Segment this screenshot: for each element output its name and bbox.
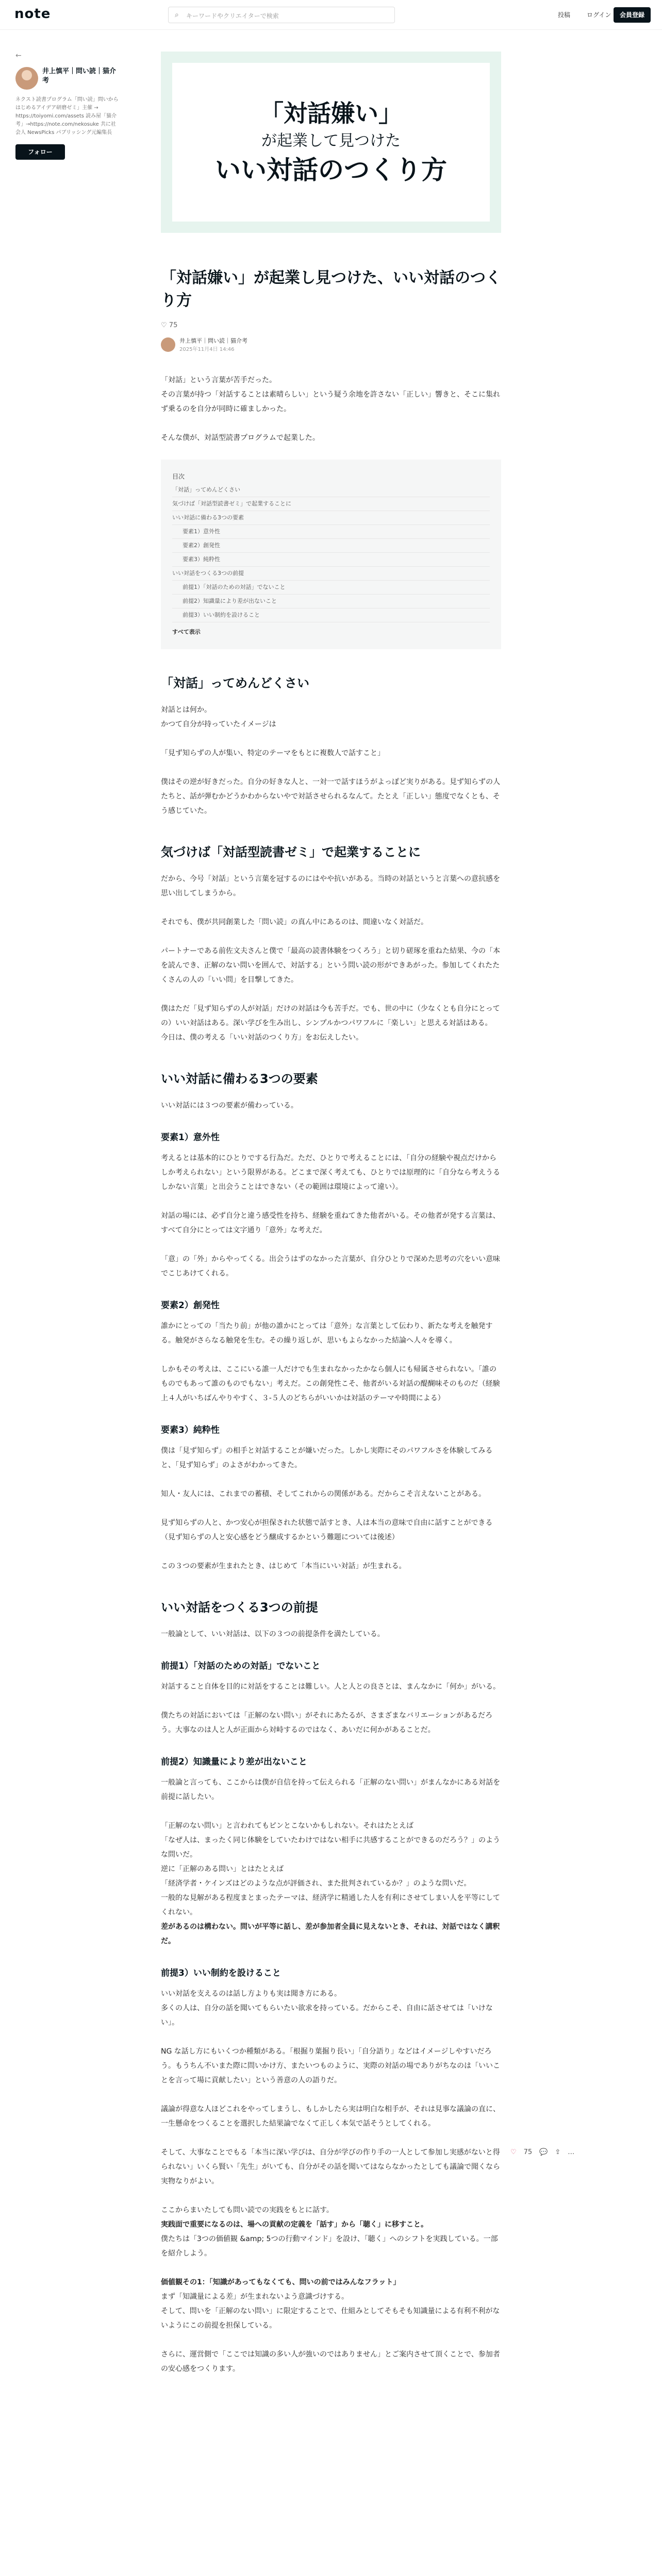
follow-button[interactable]: フォロー <box>15 144 65 160</box>
section-heading: いい対話をつくる3つの前提 <box>161 1600 318 1615</box>
paragraph: 対話すること自体を目的に対話をすることは難しい。人と人との良さとは、まんなかに「何か」がいる。 <box>161 1683 500 1691</box>
hero-line-2: が起業して見つけた <box>261 132 401 150</box>
section-heading: いい対話に備わる3つの要素 <box>161 1072 318 1086</box>
toc-item[interactable]: 前提1）「対話のための対話」でないこと <box>172 581 490 595</box>
paragraph: 一般論と言っても、ここからは僕が自信を持って伝えられる「正解のない問い」がまんなかにある対話を前提に話したい。 <box>161 1778 500 1801</box>
article-title: 「対話嫌い」が起業し見つけた、いい対話のつくり方 <box>161 269 501 310</box>
hero-line-3: いい対話のつくり方 <box>215 155 447 185</box>
intro-p3: そんな僕が、対話型読書プログラムで起業した。 <box>161 434 320 442</box>
article-main <box>161 52 501 2391</box>
author-name[interactable]: 井上慎平｜問い読｜猫介考 <box>42 67 117 84</box>
table-of-contents <box>161 460 501 649</box>
paragraph: 価値観その1：「知識があってもなくても、問いの前ではみんなフラット」 まず「知識量による差」が生まれないよう意識づけする。 そして、問いを「正解のない問い」に限定することで、仕組みとしてそもそも知識量による有利不利がないようにこの前提を担保している。 <box>161 2278 500 2330</box>
like-count[interactable] <box>161 321 501 329</box>
floating-action-bar <box>510 2148 574 2156</box>
paragraph: 「正解のない問い」と言われてもピンとこないかもしれない。それはたとえば 「なぜ人は、まったく同じ体験をしていたわけではない相手に共感することができるのだろう？」のような問いだ。 逆に「正解のある問い」とはたとえば 「経済学者・ケインズはどのような点が評価され、また批判されているか？」のような問いだ。 一般的な見解がある程度まとまったテーマは、経済学に精通した人を有利にさせてしまい人を平等にしてくれない。 差があるのは構わない。問いが平等に話し、差が参加者全員に見えないとき、それは、対話ではなく講釈だ。 <box>161 1822 500 1945</box>
article-body <box>161 373 501 2376</box>
more-icon[interactable]: … <box>568 2148 575 2156</box>
like-heart-icon[interactable]: ♡ <box>510 2148 517 2156</box>
float-like-count: 75 <box>523 2148 533 2156</box>
toc-item[interactable]: 前提2）知識量により差が出ないこと <box>172 595 490 608</box>
byline-name[interactable]: 井上慎平｜問い読｜猫介考 <box>179 337 247 344</box>
subsection-heading: 前提3）いい制約を設けること <box>161 1968 281 1978</box>
search-placeholder: キーワードやクリエイターで検索 <box>186 12 279 20</box>
search-input[interactable] <box>168 7 395 23</box>
author-sidebar <box>15 52 119 160</box>
paragraph: 対話の場には、必ず自分と違う感受性を持ち、経験を重ねてきた他者がいる。その他者が発する言葉は、すべて自分にとっては文字通り「意外」な考えだ。 <box>161 1212 500 1234</box>
global-header <box>0 0 662 30</box>
paragraph: しかもその考えは、ここにいる誰一人だけでも生まれなかったかなら個人にも帰属させられない。「誰のものでもあって誰のものでもない」考えだ。この創発性こそ、他者がいる対話の醍醐味そのものだ（経験上４人がいちばんやりやすく、３-５人のどちらがいいかは対話のテーマや時間による） <box>161 1365 500 1402</box>
paragraph: 知人・友人には、これまでの蓄積、そしてこれからの関係がある。だからこそ言えないことがある。 <box>161 1490 486 1498</box>
toc-item[interactable]: いい対話に備わる3つの要素 <box>172 511 490 525</box>
subsection-heading: 前提1）「対話のための対話」でないこと <box>161 1661 321 1671</box>
paragraph: 僕はただ「見ず知らずの人が対話」だけの対話は今も苦手だ。でも、世の中に（少なくとも自分にとっての）いい対話はある。深い学びを生み出し、シンプルかつパワフルに「楽しい」と思える対話はある。 今日は、僕の考える「いい対話のつくり方」をお伝えしたい。 <box>161 1005 500 1042</box>
paragraph: 議論が得意な人ほどこれをやってしまうし、もしかしたら実は明白な相手が、それは見事な議論の直に、一生懸命をつくることを選択した結果論でなくて正しく本気で話そうとしてくれる。 <box>161 2105 500 2128</box>
toc-item[interactable]: いい対話をつくる3つの前提 <box>172 567 490 581</box>
toc-item[interactable]: 「対話」ってめんどくさい <box>172 483 490 497</box>
subsection-heading: 要素3）純粋性 <box>161 1425 220 1435</box>
paragraph: 僕たちの対話においては「正解のない問い」がそれにあたるが、さまざまなバリエーションがあるだろう。大事なのは人と人が正面から対峙するのではなく、あいだに何かがあることだ。 <box>161 1711 493 1734</box>
paragraph: 僕は「見ず知らず」の相手と対話することが嫌いだった。しかし実際にそのパワフルさを体験してみると、「見ず知らず」のよさがわかってきた。 <box>161 1447 493 1469</box>
share-icon[interactable]: ⇪ <box>555 2148 561 2156</box>
hero-line-1: 「対話嫌い」 <box>260 99 402 127</box>
paragraph: ここからまいたしても問い読での実践をもとに話す。 実践面で重要になるのは、場への貢献の定義を「話す」から「聴く」に移すこと。 僕たちは「3つの価値観 &amp; 5つの行動マインド」を設け、「聴く」へのシフトを実践している。一部を紹介しよう。 <box>161 2206 498 2258</box>
section-heading: 気づけば「対話型読書ゼミ」で起業することに <box>161 845 421 859</box>
paragraph: パートナーである前佐文夫さんと僕で「最高の読書体験をつくろう」と切り磋琢を重ねた結果、今の「本を読んでき、正解のない問いを囲んで、対話する」という問い読の形ができあがった。参加してくれたたくさんの人の「いい問」を目撃してきた。 <box>161 947 500 984</box>
paragraph: 「見ず知らずの人が集い、特定のテーマをもとに複数人で話すこと」 <box>161 749 385 757</box>
paragraph: だから、今号「対話」という言葉を冠するのにはやや抗いがある。当時の対話というと言葉への意抗感を思い出してしまうから。 <box>161 875 500 897</box>
toc-heading: 目次 <box>172 473 185 480</box>
toc-item[interactable]: 前提3）いい制約を設けること <box>172 608 490 622</box>
byline-date: 2025年11月4日 14:46 <box>179 347 235 352</box>
paragraph: 誰かにとっての「当たり前」が他の誰かにとっては「意外」な言葉として伝わり、新たな考えを触発する。触発がさらなる触発を生む。その繰り返しが、思いもよらなかった結論へ人々を導く。 <box>161 1322 493 1345</box>
paragraph: それでも、僕が共同創業した「問い読」の真ん中にあるのは、間違いなく対話だ。 <box>161 918 428 926</box>
subsection-heading: 前提2）知識量により差が出ないこと <box>161 1757 307 1767</box>
login-button[interactable]: ログイン <box>587 11 611 19</box>
author-bio: ネクスト読書プログラム「問い読」問いからはじめるアイデア研磨ゼミ」主催 → https://toiyomi.com/assets 読み屋「猫介考」→https://note.com/nekosuke 共に社会人 NewsPicks パブリッシング元編集長 <box>15 97 119 135</box>
note-logo[interactable]: note <box>14 6 51 22</box>
like-count-value: 75 <box>169 321 178 329</box>
search-icon: ⌕ <box>175 11 179 19</box>
signup-button[interactable]: 会員登録 <box>614 7 651 23</box>
paragraph: NG な話し方にもいくつか種類がある。「根掘り葉掘り長い」「自分語り」などはイメージしやすいだろう。もうちん不いまた際に問いかけ方、またいつものように、実際の対話の場でありがちなのは「いいことを言って場に貢献したい」という善意の人の語りだ。 <box>161 2047 500 2084</box>
paragraph: さらに、運営側で「ここでは知識の多い人が強いのではありません」とご案内させて頂くことで、参加者の安心感をつくります。 <box>161 2350 500 2373</box>
paragraph: そして、大事なことでもる「本当に深い学びは、自分が学びの作り手の一人として参加し実感がないと得られない」いくら賢い「先生」がいても、自分がその話を聞いてはならなかったとしても議論で聞くなら実物なりがよい。 <box>161 2148 500 2185</box>
paragraph: いい対話を支えるのは話し方よりも実は聞き方にある。 多くの人は、自分の話を聞いてもらいたい欲求を持っている。だからこそ、自由に話させては「いけない」。 <box>161 1990 493 2027</box>
paragraph: 一般論として、いい対話は、以下の３つの前提条件を満たしている。 <box>161 1630 385 1638</box>
post-button[interactable]: 投稿 <box>558 11 571 19</box>
hero-image <box>161 52 501 233</box>
toc-item[interactable]: 要素2）創発性 <box>172 539 490 553</box>
paragraph: いい対話には３つの要素が備わっている。 <box>161 1101 298 1110</box>
subsection-heading: 要素2）創発性 <box>161 1300 220 1311</box>
comment-icon[interactable]: 💬 <box>539 2148 548 2156</box>
hero-inner <box>172 63 490 222</box>
byline-avatar[interactable] <box>161 337 175 352</box>
toc-show-all[interactable]: すべて表示 <box>172 629 201 635</box>
paragraph: 考えるとは基本的にひとりでする行為だ。ただ、ひとりで考えることには、「自分の経験や視点だけからしか考えられない」という限界がある。どこまで深く考えても、ひとりでは原理的に「自分なら考えうるしかない言葉」と出会うことはできない（その範囲は環境によって違い）。 <box>161 1154 500 1191</box>
paragraph: 対話とは何か。 かつて自分が持っていたイメージは <box>161 706 276 728</box>
paragraph: 僕はその逆が好きだった。自分の好きな人と、一対一で話すほうがよっぽど実りがある。見ず知らずの人たちと、話が弾むかどうかわからないやで対話させられるなんて。たとえ「正しい」態度でなくとも、そう感じていた。 <box>161 778 500 815</box>
paragraph: 見ず知らずの人と、かつ安心が担保された状態で話すとき、人は本当の意味で自由に話すことができる（見ず知らずの人と安心感をどう醸成するかという難題については後述） <box>161 1519 493 1541</box>
intro-p1: 「対話」という言葉が苦手だった。 その言葉が持つ「対話することは素晴らしい」という疑う余地を許さない「正しい」響きと、そこに集れず乗るのを自分が同時に確ましかった。 <box>161 376 500 413</box>
author-avatar[interactable] <box>15 67 38 90</box>
toc-item[interactable]: 要素1）意外性 <box>172 525 490 539</box>
heart-icon[interactable]: ♡ <box>161 321 167 329</box>
toc-item[interactable]: 要素3）純粋性 <box>172 553 490 567</box>
toc-item[interactable]: 気づけば「対話型読書ゼミ」で起業することに <box>172 497 490 511</box>
subsection-heading: 要素1）意外性 <box>161 1132 220 1143</box>
paragraph: 「意」の「外」からやってくる。出会うはずのなかった言葉が、自分ひとりで深めた思考の穴をいい意味でこじあけてくれる。 <box>161 1255 500 1278</box>
author-row[interactable] <box>15 67 119 90</box>
article-byline <box>161 336 501 352</box>
section-heading: 「対話」ってめんどくさい <box>161 676 309 690</box>
paragraph: この３つの要素が生まれたとき、はじめて「本当にいい対話」が生まれる。 <box>161 1562 406 1570</box>
back-arrow-icon[interactable]: ← <box>15 52 22 60</box>
